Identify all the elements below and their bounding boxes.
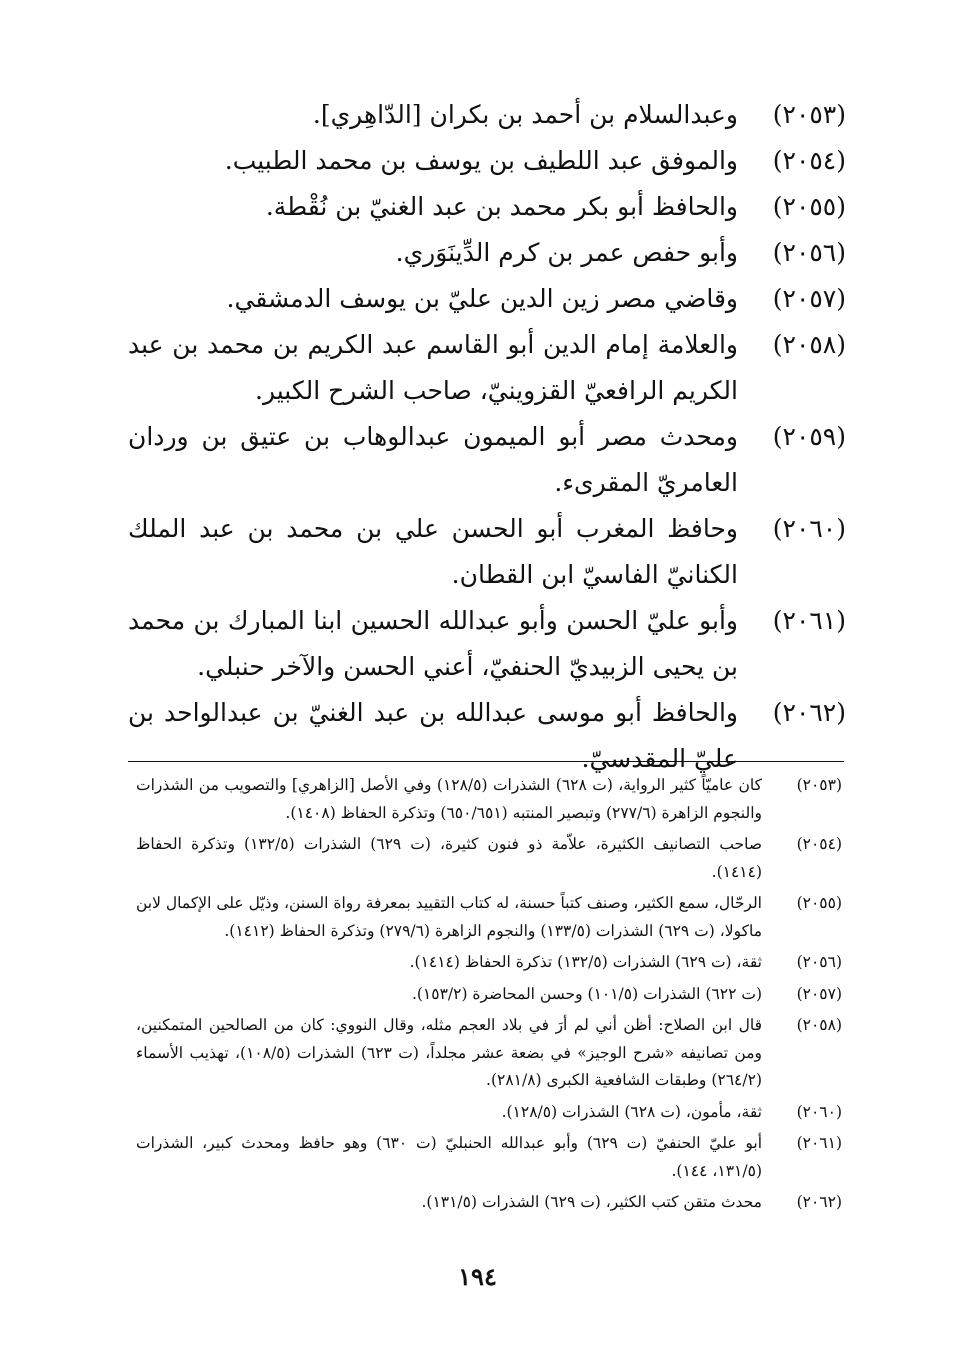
biography-entry-text: والحافظ أبو بكر محمد بن عبد الغنيّ بن نُقْطة. <box>265 192 738 221</box>
page-number: ١٩٤ <box>458 1262 497 1291</box>
biography-entry-text: وحافظ المغرب أبو الحسن علي بن محمد بن عبد الملك الكنانيّ الفاسيّ ابن القطان. <box>128 514 738 589</box>
footnote-text: كان عاميّاً كثير الرواية، (ت ٦٢٨) الشذرات (١٢٨/٥) وفي الأصل [الزاهري] والتصويب من الشذرات والنجوم الزاهرة (٢٧٧/٦) وتبصير المنتبه (٦٥٠/٦٥١) وتذكرة الحفاظ (١٤٠٨). <box>136 776 763 822</box>
footnote <box>136 890 842 945</box>
biography-entry-text: وقاضي مصر زين الدين عليّ بن يوسف الدمشقي. <box>226 284 738 313</box>
biography-entry <box>128 138 846 184</box>
footnote-text: محدث متقن كتب الكثير، (ت ٦٢٩) الشذرات (١٣١/٥). <box>421 1193 762 1211</box>
biography-entry-number: (٢٠٥٥) <box>772 192 846 221</box>
footnote-number: (٢٠٥٤) <box>796 835 842 853</box>
footnote <box>136 949 842 977</box>
biography-entry-text: ومحدث مصر أبو الميمون عبدالوهاب بن عتيق بن وردان العامريّ المقرىء. <box>128 422 738 497</box>
biography-entry-number: (٢٠٥٧) <box>772 284 846 313</box>
footnote-number: (٢٠٦٠) <box>796 1102 842 1121</box>
footnote-number: (٢٠٥٨) <box>796 1016 842 1034</box>
biography-entry-number: (٢٠٥٦) <box>772 238 846 267</box>
biography-entry-number: (٢٠٥٤) <box>772 146 846 175</box>
biography-entry-text: والموفق عبد اللطيف بن يوسف بن محمد الطبيب. <box>224 146 738 175</box>
footnote-number: (٢٠٦١) <box>796 1134 842 1152</box>
footnote <box>136 772 842 827</box>
footnote-text: ثقة، مأمون، (ت ٦٢٨) الشذرات (١٢٨/٥). <box>501 1102 762 1121</box>
biography-entry-text: وأبو حفص عمر بن كرم الدِّينَوَري. <box>395 238 738 267</box>
footnote-text: أبو عليّ الحنفيّ (ت ٦٢٩) وأبو عبدالله الحنبليّ (ت ٦٣٠) وهو حافظ ومحدث كبير، الشذرات (١٣١/٥، ١٤٤). <box>136 1134 763 1180</box>
footnote <box>136 981 842 1009</box>
entries-list <box>128 92 846 782</box>
biography-entry-number: (٢٠٥٩) <box>772 422 846 451</box>
biography-entry <box>128 230 846 276</box>
footnote-text: قال ابن الصلاح: أظن أني لم أرَ في بلاد العجم مثله، وقال النووي: كان من الصالحين المتمكنين، ومن تصانيفه «شرح الوجيز» في بضعة عشر مجلداً، (ت ٦٢٣) الشذرات (١٠٨/٥)، تهذيب الأسماء (٢٦٤/٢) وطبقات الشافعية الكبرى (٢٨١/٨). <box>136 1016 762 1089</box>
footnote <box>136 1189 842 1217</box>
biography-entry <box>128 414 846 506</box>
footnote-number: (٢٠٦٢) <box>796 1193 842 1211</box>
biography-entry <box>128 690 846 782</box>
biography-entry <box>128 92 846 138</box>
biography-entry-number: (٢٠٦٠) <box>772 514 846 543</box>
footnote <box>136 1130 842 1185</box>
biography-entry <box>128 506 846 598</box>
footnote-text: ثقة، (ت ٦٢٩) الشذرات (١٣٢/٥) تذكرة الحفاظ (١٤١٤). <box>409 953 762 971</box>
footnote <box>136 1012 842 1095</box>
footnote-text: صاحب التصانيف الكثيرة، علاّمة ذو فنون كثيرة، (ت ٦٢٩) الشذرات (١٣٢/٥) وتذكرة الحفاظ (١٤١٤). <box>136 835 762 881</box>
biography-entry-text: والحافظ أبو موسى عبدالله بن عبد الغنيّ بن عبدالواحد بن عليّ المقدسيّ. <box>128 698 738 773</box>
biography-entry-text: وعبدالسلام بن أحمد بن بكران [الدّاهِري]. <box>312 100 738 129</box>
biography-entry <box>128 598 846 690</box>
footnote-text: (ت ٦٢٢) الشذرات (١٠١/٥) وحسن المحاضرة (١٥٣/٢). <box>411 984 762 1003</box>
biography-entry <box>128 322 846 414</box>
footnote <box>136 831 842 886</box>
biography-entry-number: (٢٠٦١) <box>772 606 846 635</box>
footnote-divider <box>128 761 844 762</box>
biography-entry-number: (٢٠٥٨) <box>772 330 846 359</box>
biography-entry-text: وأبو عليّ الحسن وأبو عبدالله الحسين ابنا المبارك بن محمد بن يحيى الزبيديّ الحنفيّ، أعني الحسن والآخر حنبلي. <box>128 606 738 681</box>
footnotes-list <box>136 772 842 1221</box>
footnote-number: (٢٠٥٦) <box>796 953 842 971</box>
biography-entry <box>128 184 846 230</box>
footnote-number: (٢٠٥٣) <box>796 776 842 794</box>
biography-entry-text: والعلامة إمام الدين أبو القاسم عبد الكريم بن محمد بن عبد الكريم الرافعيّ القزوينيّ، صاحب الشرح الكبير. <box>128 330 738 405</box>
footnote-number: (٢٠٥٥) <box>796 894 842 912</box>
biography-entry-number: (٢٠٥٣) <box>772 100 846 129</box>
footnote <box>136 1099 842 1127</box>
footnote-number: (٢٠٥٧) <box>796 984 842 1003</box>
footnote-text: الرحّال، سمع الكثير، وصنف كتباً حسنة، له كتاب التقييد بمعرفة رواة السنن، وذيّل على الإكمال لابن ماكولا، (ت ٦٢٩) الشذرات (١٣٣/٥) والنجوم الزاهرة (٢٧٩/٦) وتذكرة الحفاظ (١٤١٢). <box>136 894 762 940</box>
biography-entry <box>128 276 846 322</box>
biography-entry-number: (٢٠٦٢) <box>772 698 846 727</box>
